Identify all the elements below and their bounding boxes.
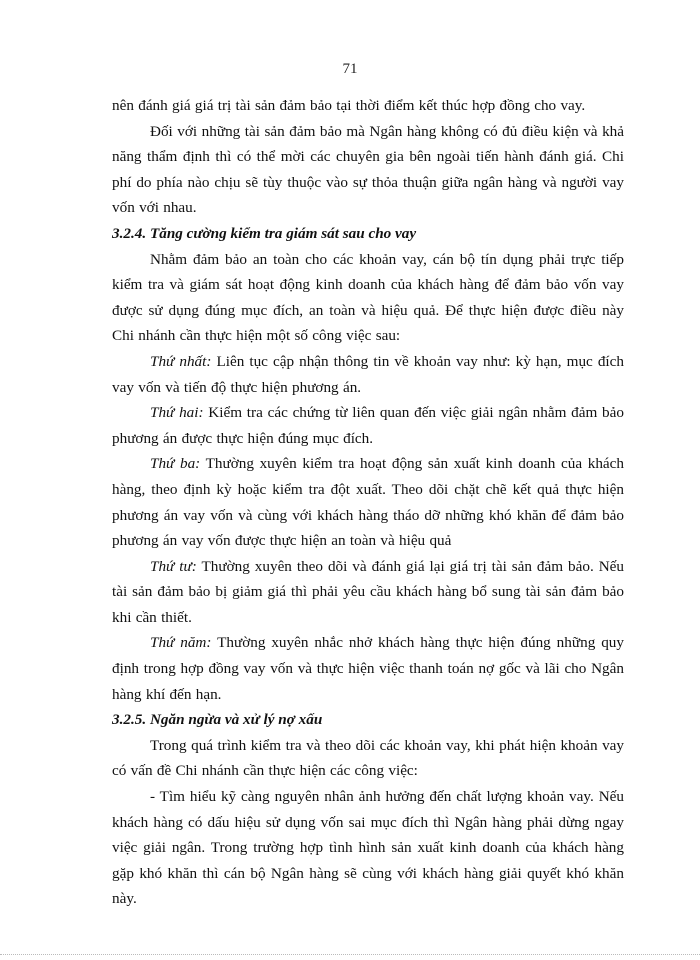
section-heading-3-2-5: 3.2.5. Ngăn ngừa và xử lý nợ xấu [112, 711, 323, 729]
list-item-lead: Thứ tư: [150, 557, 197, 575]
list-item-text: Liên tục cập nhận thông tin về khoản vay như: kỳ hạn, mục đích vay vốn và tiến độ thực hiện phương án. [112, 352, 624, 396]
page-bottom-divider [0, 954, 700, 955]
paragraph-bad-debt-step: - Tìm hiểu kỹ càng nguyên nhân ảnh hưởng đến chất lượng khoản vay. Nếu khách hàng có dấu hiệu sử dụng vốn sai mục đích thì Ngân hàng phải dừng ngay việc giải ngân. Trong trường hợp tình hình sản xuất kinh doanh của khách hàng gặp khó khăn thì cán bộ Ngân hàng sẽ cùng với khách hàng giải quyết khó khăn này. [112, 788, 624, 908]
list-item-text: Kiểm tra các chứng từ liên quan đến việc giải ngân nhằm đảm bảo phương án được thực hiện đúng mục đích. [112, 404, 624, 447]
list-item-first [112, 349, 624, 400]
page-number: 71 [342, 61, 358, 77]
list-item-fourth [112, 554, 624, 631]
paragraph-monitoring-intro: Nhằm đảm bảo an toàn cho các khoản vay, cán bộ tín dụng phải trực tiếp kiểm tra và giám sát hoạt động kinh doanh của khách hàng để đảm bảo vốn vay được sử dụng đúng mục đích, an toàn và hiệu quả. Để thực hiện được điều này Chi nhánh cần thực hiện một số công việc sau: [112, 250, 624, 345]
list-item-fifth [112, 630, 624, 707]
list-item-third [112, 451, 624, 553]
list-item-text: Thường xuyên nhắc nhở khách hàng thực hiện đúng những quy định trong hợp đồng vay vốn và thực hiện việc thanh toán nợ gốc và lãi cho Ngân hàng khí đến hạn. [112, 634, 624, 703]
paragraph-collateral-valuation: Đối với những tài sản đảm bảo mà Ngân hàng không có đủ điều kiện và khả năng thẩm định thì có thể mời các chuyên gia bên ngoài tiến hành đánh giá. Chi phí do phía nào chịu sẽ tùy thuộc vào sự thỏa thuận giữa ngân hàng và người vay vốn với nhau. [112, 122, 624, 217]
list-item-lead: Thứ nhất: [150, 352, 212, 370]
paragraph-continuation: nên đánh giá giá trị tài sản đảm bảo tại thời điểm kết thúc hợp đồng cho vay. [112, 97, 586, 114]
paragraph-bad-debt-intro: Trong quá trình kiểm tra và theo dõi các khoản vay, khi phát hiện khoản vay có vấn đề Chi nhánh cần thực hiện các công việc: [112, 736, 624, 780]
section-heading-3-2-4: 3.2.4. Tăng cường kiểm tra giám sát sau cho vay [112, 224, 417, 242]
list-item-second [112, 400, 624, 451]
page-body [112, 93, 624, 912]
list-item-text: Thường xuyên theo dõi và đánh giá lại giá trị tài sản đảm bảo. Nếu tài sản đảm bảo bị giảm giá thì phải yêu cầu khách hàng bổ sung tài sản đảm bảo khi cần thiết. [112, 557, 624, 626]
list-item-lead: Thứ năm: [150, 634, 212, 652]
list-item-lead: Thứ ba: [150, 455, 201, 473]
list-item-lead: Thứ hai: [150, 404, 204, 422]
list-item-text: Thường xuyên kiểm tra hoạt động sản xuất kinh doanh của khách hàng, theo định kỳ hoặc kiểm tra đột xuất. Theo dõi chặt chẽ kết quả thực hiện phương án vay vốn và cùng với khách hàng tháo dỡ những khó khăn để đảm bảo phương án vay vốn được thực hiện an toàn và hiệu quả [112, 455, 625, 550]
